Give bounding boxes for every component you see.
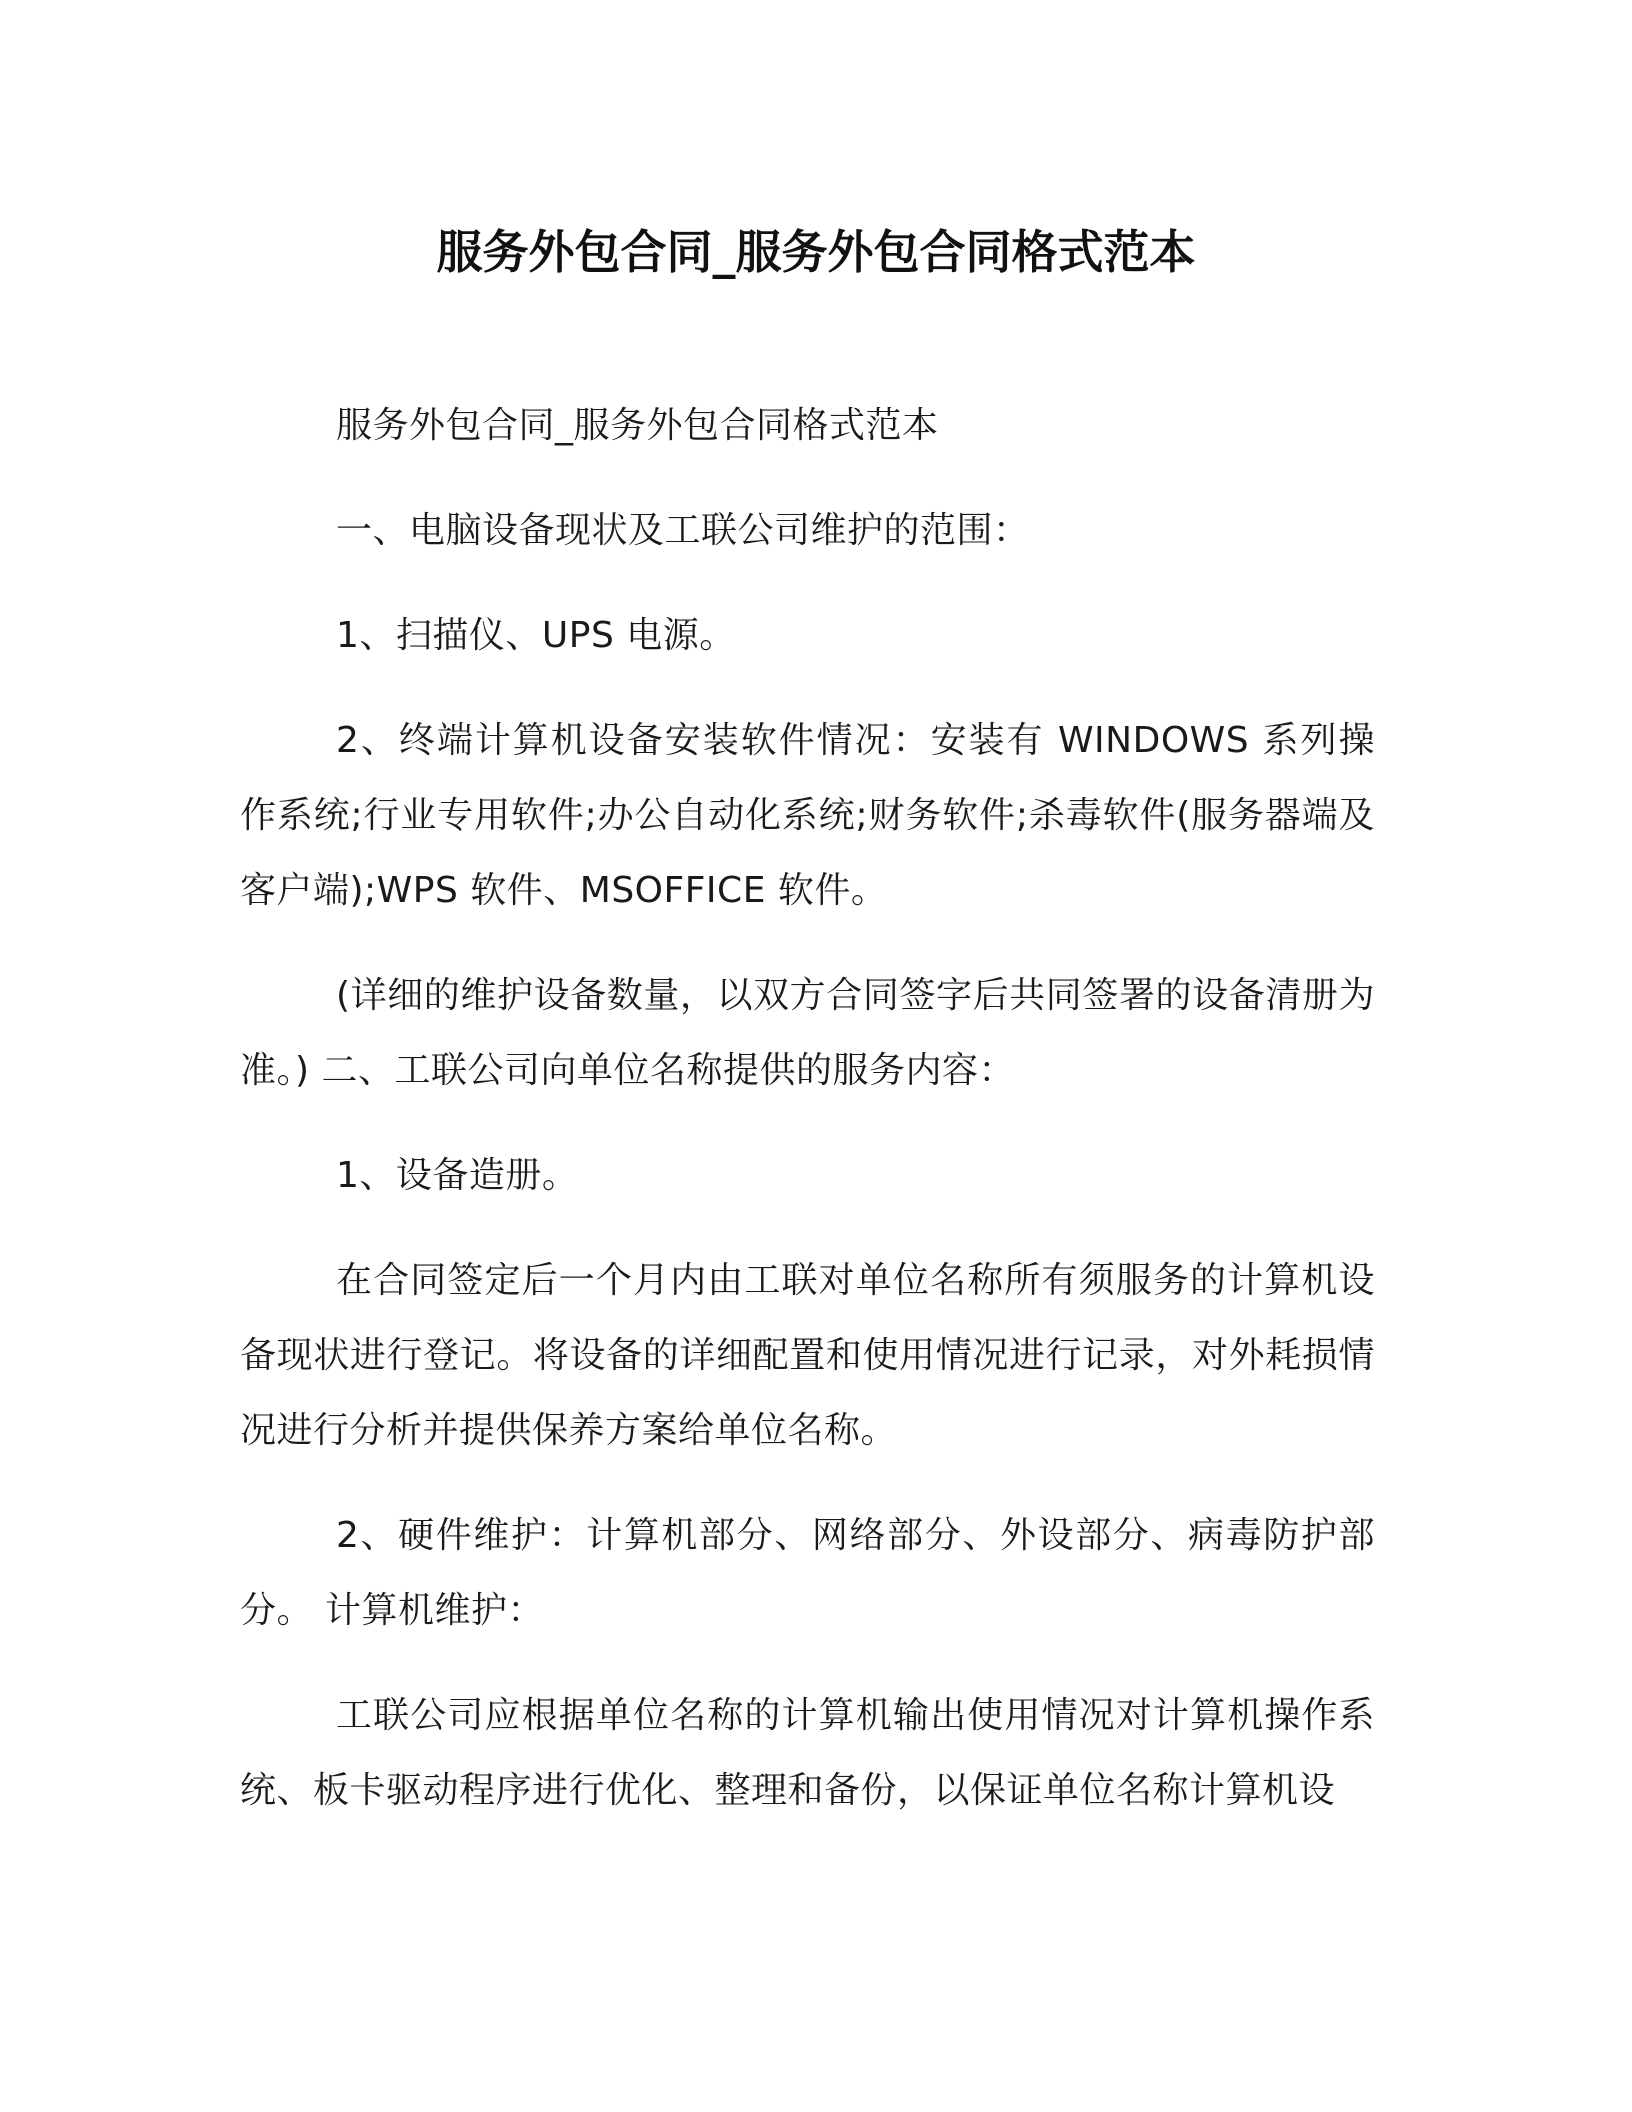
paragraph-item-2: 2、终端计算机设备安装软件情况：安装有 WINDOWS 系列操作系统;行业专用软件;办公自动化系统;财务软件;杀毒软件(服务器端及客户端);WPS 软件、MSOFFICE 软件。 bbox=[240, 720, 1375, 911]
paragraph-service-2-detail: 工联公司应根据单位名称的计算机输出使用情况对计算机操作系统、板卡驱动程序进行优化、整理和备份，以保证单位名称计算机设 bbox=[240, 1695, 1375, 1811]
paragraph-service-1-detail: 在合同签定后一个月内由工联对单位名称所有须服务的计算机设备现状进行登记。将设备的详细配置和使用情况进行记录，对外耗损情况进行分析并提供保养方案给单位名称。 bbox=[240, 1260, 1375, 1451]
paragraph-item-1: 1、扫描仪、UPS 电源。 bbox=[336, 615, 736, 656]
paragraph-service-1: 1、设备造册。 bbox=[336, 1155, 579, 1196]
paragraph-subtitle: 服务外包合同_服务外包合同格式范本 bbox=[336, 405, 939, 446]
paragraph-note-section-2: (详细的维护设备数量，以双方合同签字后共同签署的设备清册为准。) 二、工联公司向单位名称提供的服务内容： bbox=[240, 975, 1375, 1091]
paragraph-section-1-heading: 一、电脑设备现状及工联公司维护的范围： bbox=[336, 510, 1030, 551]
paragraph-service-2: 2、硬件维护：计算机部分、网络部分、外设部分、病毒防护部分。 计算机维护： bbox=[240, 1515, 1375, 1631]
document-body bbox=[240, 388, 1375, 1858]
document-title: 服务外包合同_服务外包合同格式范本 bbox=[436, 225, 1196, 279]
